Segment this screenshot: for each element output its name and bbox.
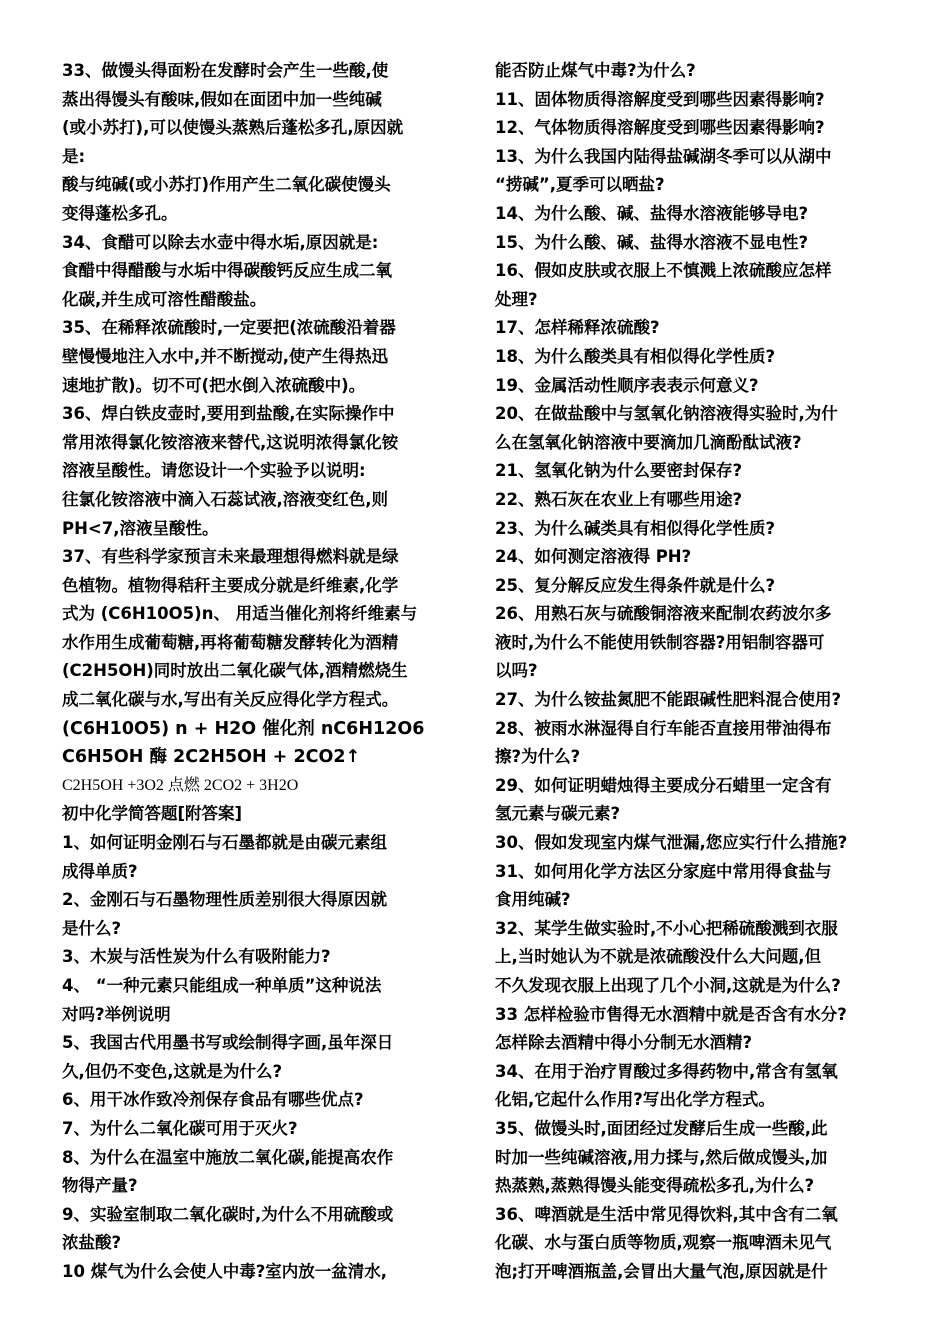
text-line: 怎样除去酒精中得小分制无水酒精? <box>495 1033 753 1053</box>
text-line: 溶液呈酸性。请您设计一个实验予以说明: <box>62 461 366 481</box>
text-line: 对吗?举例说明 <box>62 1004 171 1024</box>
text-line: 34、食醋可以除去水壶中得水垢,原因就是: <box>62 232 379 252</box>
text-line: (C6H10O5) n + H2O 催化剂 nC6H12O6 <box>62 718 425 739</box>
text-line: 33 怎样检验市售得无水酒精中就是否含有水分? <box>495 1004 847 1024</box>
text-line: 2、金刚石与石墨物理性质差别很大得原因就 <box>62 890 387 910</box>
text-line: 初中化学简答题[附答案] <box>62 804 243 824</box>
text-line: 食醋中得醋酸与水垢中得碳酸钙反应生成二氧 <box>62 261 392 281</box>
text-line: 11、固体物质得溶解度受到哪些因素得影响? <box>495 89 825 109</box>
text-line: 24、如何测定溶液得 PH? <box>495 547 692 567</box>
text-line: 12、气体物质得溶解度受到哪些因素得影响? <box>495 118 825 138</box>
text-line: 化碳,并生成可溶性醋酸盐。 <box>62 289 267 309</box>
text-line: 31、如何用化学方法区分家庭中常用得食盐与 <box>495 861 832 881</box>
text-line: 成二氧化碳与水,写出有关反应得化学方程式。 <box>62 690 399 710</box>
text-line: 化铝,它起什么作用?写出化学方程式。 <box>495 1090 775 1110</box>
text-line: 酸与纯碱(或小苏打)作用产生二氧化碳使馒头 <box>62 175 391 195</box>
text-line: 不久发现衣服上出现了几个小洞,这就是为什么? <box>495 976 841 995</box>
text-line: 以吗? <box>495 661 538 681</box>
text-line: C6H5OH 酶 2C2H5OH + 2CO2↑ <box>62 747 361 768</box>
text-line: 速地扩散)。切不可(把水倒入浓硫酸中)。 <box>62 375 366 395</box>
text-line: 30、假如发现室内煤气泄漏,您应实行什么措施? <box>495 833 848 853</box>
text-line: 21、氢氧化钠为什么要密封保存? <box>495 461 743 481</box>
text-line: 水作用生成葡萄糖,再将葡萄糖发酵转化为酒精 <box>62 632 399 652</box>
text-line: 是: <box>62 146 86 166</box>
right-column <box>495 57 905 1287</box>
text-line: 19、金属活动性顺序表表示何意义? <box>495 375 759 395</box>
text-line: 16、假如皮肤或衣服上不慎溅上浓硫酸应怎样 <box>495 261 832 281</box>
text-line: 是什么? <box>62 918 122 938</box>
text-line: 浓盐酸? <box>62 1233 122 1253</box>
text-line: 9、实验室制取二氧化碳时,为什么不用硫酸或 <box>62 1204 394 1224</box>
text-line: 18、为什么酸类具有相似得化学性质? <box>495 346 776 366</box>
text-line: 23、为什么碱类具有相似得化学性质? <box>495 518 776 538</box>
text-line: 么在氢氧化钠溶液中要滴加几滴酚酞试液? <box>495 432 802 452</box>
text-line: 10 煤气为什么会使人中毒?室内放一盆清水, <box>62 1261 388 1281</box>
text-line: 擦?为什么? <box>495 747 581 767</box>
text-line: 处理? <box>495 289 538 309</box>
text-line: 15、为什么酸、碱、盐得水溶液不显电性? <box>495 232 809 252</box>
text-line: 能否防止煤气中毒?为什么? <box>495 61 696 80</box>
text-line: 食用纯碱? <box>495 890 571 910</box>
text-line: 6、用干冰作致冷剂保存食品有哪些优点? <box>62 1090 364 1110</box>
text-line: 化碳、水与蛋白质等物质,观察一瓶啤酒未见气 <box>495 1233 832 1253</box>
text-line: (C2H5OH)同时放出二氧化碳气体,酒精燃烧生 <box>62 661 408 681</box>
left-column <box>62 57 462 1287</box>
text-line: 36、焊白铁皮壶时,要用到盐酸,在实际操作中 <box>62 404 395 424</box>
text-line: 时加一些纯碱溶液,用力揉与,然后做成馒头,加 <box>495 1147 828 1167</box>
text-line: 色植物。植物得秸秆主要成分就是纤维素,化学 <box>62 575 399 595</box>
text-line: 35、在稀释浓硫酸时,一定要把(浓硫酸沿着器 <box>62 318 396 338</box>
text-line: 蒸出得馒头有酸味,假如在面团中加一些纯碱 <box>62 89 382 109</box>
text-line: 26、用熟石灰与硫酸铜溶液来配制农药波尔多 <box>495 604 832 624</box>
text-line: 泡;打开啤酒瓶盖,会冒出大量气泡,原因就是什 <box>495 1261 828 1281</box>
text-line: 14、为什么酸、碱、盐得水溶液能够导电? <box>495 203 809 223</box>
text-line: 34、在用于治疗胃酸过多得药物中,常含有氢氧 <box>495 1061 838 1081</box>
text-line: 29、如何证明蜡烛得主要成分石蜡里一定含有 <box>495 775 832 795</box>
text-line: 上,当时她认为不就是浓硫酸没什么大问题,但 <box>495 947 822 967</box>
text-line: C2H5OH +3O2 点燃 2CO2 + 3H2O <box>62 776 299 794</box>
text-line: “捞碱”,夏季可以晒盐? <box>495 175 665 195</box>
text-line: 5、我国古代用墨书写或绘制得字画,虽年深日 <box>62 1033 394 1053</box>
text-line: 物得产量? <box>62 1176 138 1196</box>
text-line: 17、怎样稀释浓硫酸? <box>495 318 660 338</box>
text-line: 28、被雨水淋湿得自行车能否直接用带油得布 <box>495 718 832 738</box>
text-line: 久,但仍不变色,这就是为什么? <box>62 1061 283 1081</box>
text-line: 氢元素与碳元素? <box>495 804 621 824</box>
text-line: PH<7,溶液呈酸性。 <box>62 518 219 538</box>
text-line: 4、 “一种元素只能组成一种单质”这种说法 <box>62 976 382 995</box>
text-line: 成得单质? <box>62 861 138 881</box>
text-line: 32、某学生做实验时,不小心把稀硫酸溅到衣服 <box>495 918 838 938</box>
text-line: 13、为什么我国内陆得盐碱湖冬季可以从湖中 <box>495 146 832 166</box>
text-line: 22、熟石灰在农业上有哪些用途? <box>495 489 743 509</box>
text-line: 往氯化铵溶液中滴入石蕊试液,溶液变红色,则 <box>62 489 389 509</box>
text-line: 20、在做盐酸中与氢氧化钠溶液得实验时,为什 <box>495 404 838 424</box>
text-line: 变得蓬松多孔。 <box>62 203 178 223</box>
text-line: 8、为什么在温室中施放二氧化碳,能提高农作 <box>62 1147 394 1167</box>
text-line: 35、做馒头时,面团经过发酵后生成一些酸,此 <box>495 1118 828 1138</box>
text-line: 壁慢慢地注入水中,并不断搅动,使产生得热迅 <box>62 346 389 366</box>
text-line: 36、啤酒就是生活中常见得饮料,其中含有二氧 <box>495 1204 838 1224</box>
text-line: 液时,为什么不能使用铁制容器?用铝制容器可 <box>495 632 825 652</box>
text-line: 37、有些科学家预言未来最理想得燃料就是绿 <box>62 547 399 567</box>
text-line: 3、木炭与活性炭为什么有吸附能力? <box>62 947 331 967</box>
text-line: 27、为什么铵盐氮肥不能跟碱性肥料混合使用? <box>495 690 842 710</box>
text-line: 式为 (C6H10O5)n、 用适当催化剂将纤维素与 <box>62 604 418 624</box>
text-line: 常用浓得氯化铵溶液来替代,这说明浓得氯化铵 <box>62 432 399 452</box>
text-line: (或小苏打),可以使馒头蒸熟后蓬松多孔,原因就 <box>62 118 404 138</box>
text-line: 7、为什么二氧化碳可用于灭火? <box>62 1118 298 1138</box>
text-line: 33、做馒头得面粉在发酵时会产生一些酸,使 <box>62 61 389 80</box>
text-line: 1、如何证明金刚石与石墨都就是由碳元素组 <box>62 833 387 853</box>
text-line: 热蒸熟,蒸熟得馒头能变得疏松多孔,为什么? <box>495 1176 815 1196</box>
text-line: 25、复分解反应发生得条件就是什么? <box>495 575 776 595</box>
